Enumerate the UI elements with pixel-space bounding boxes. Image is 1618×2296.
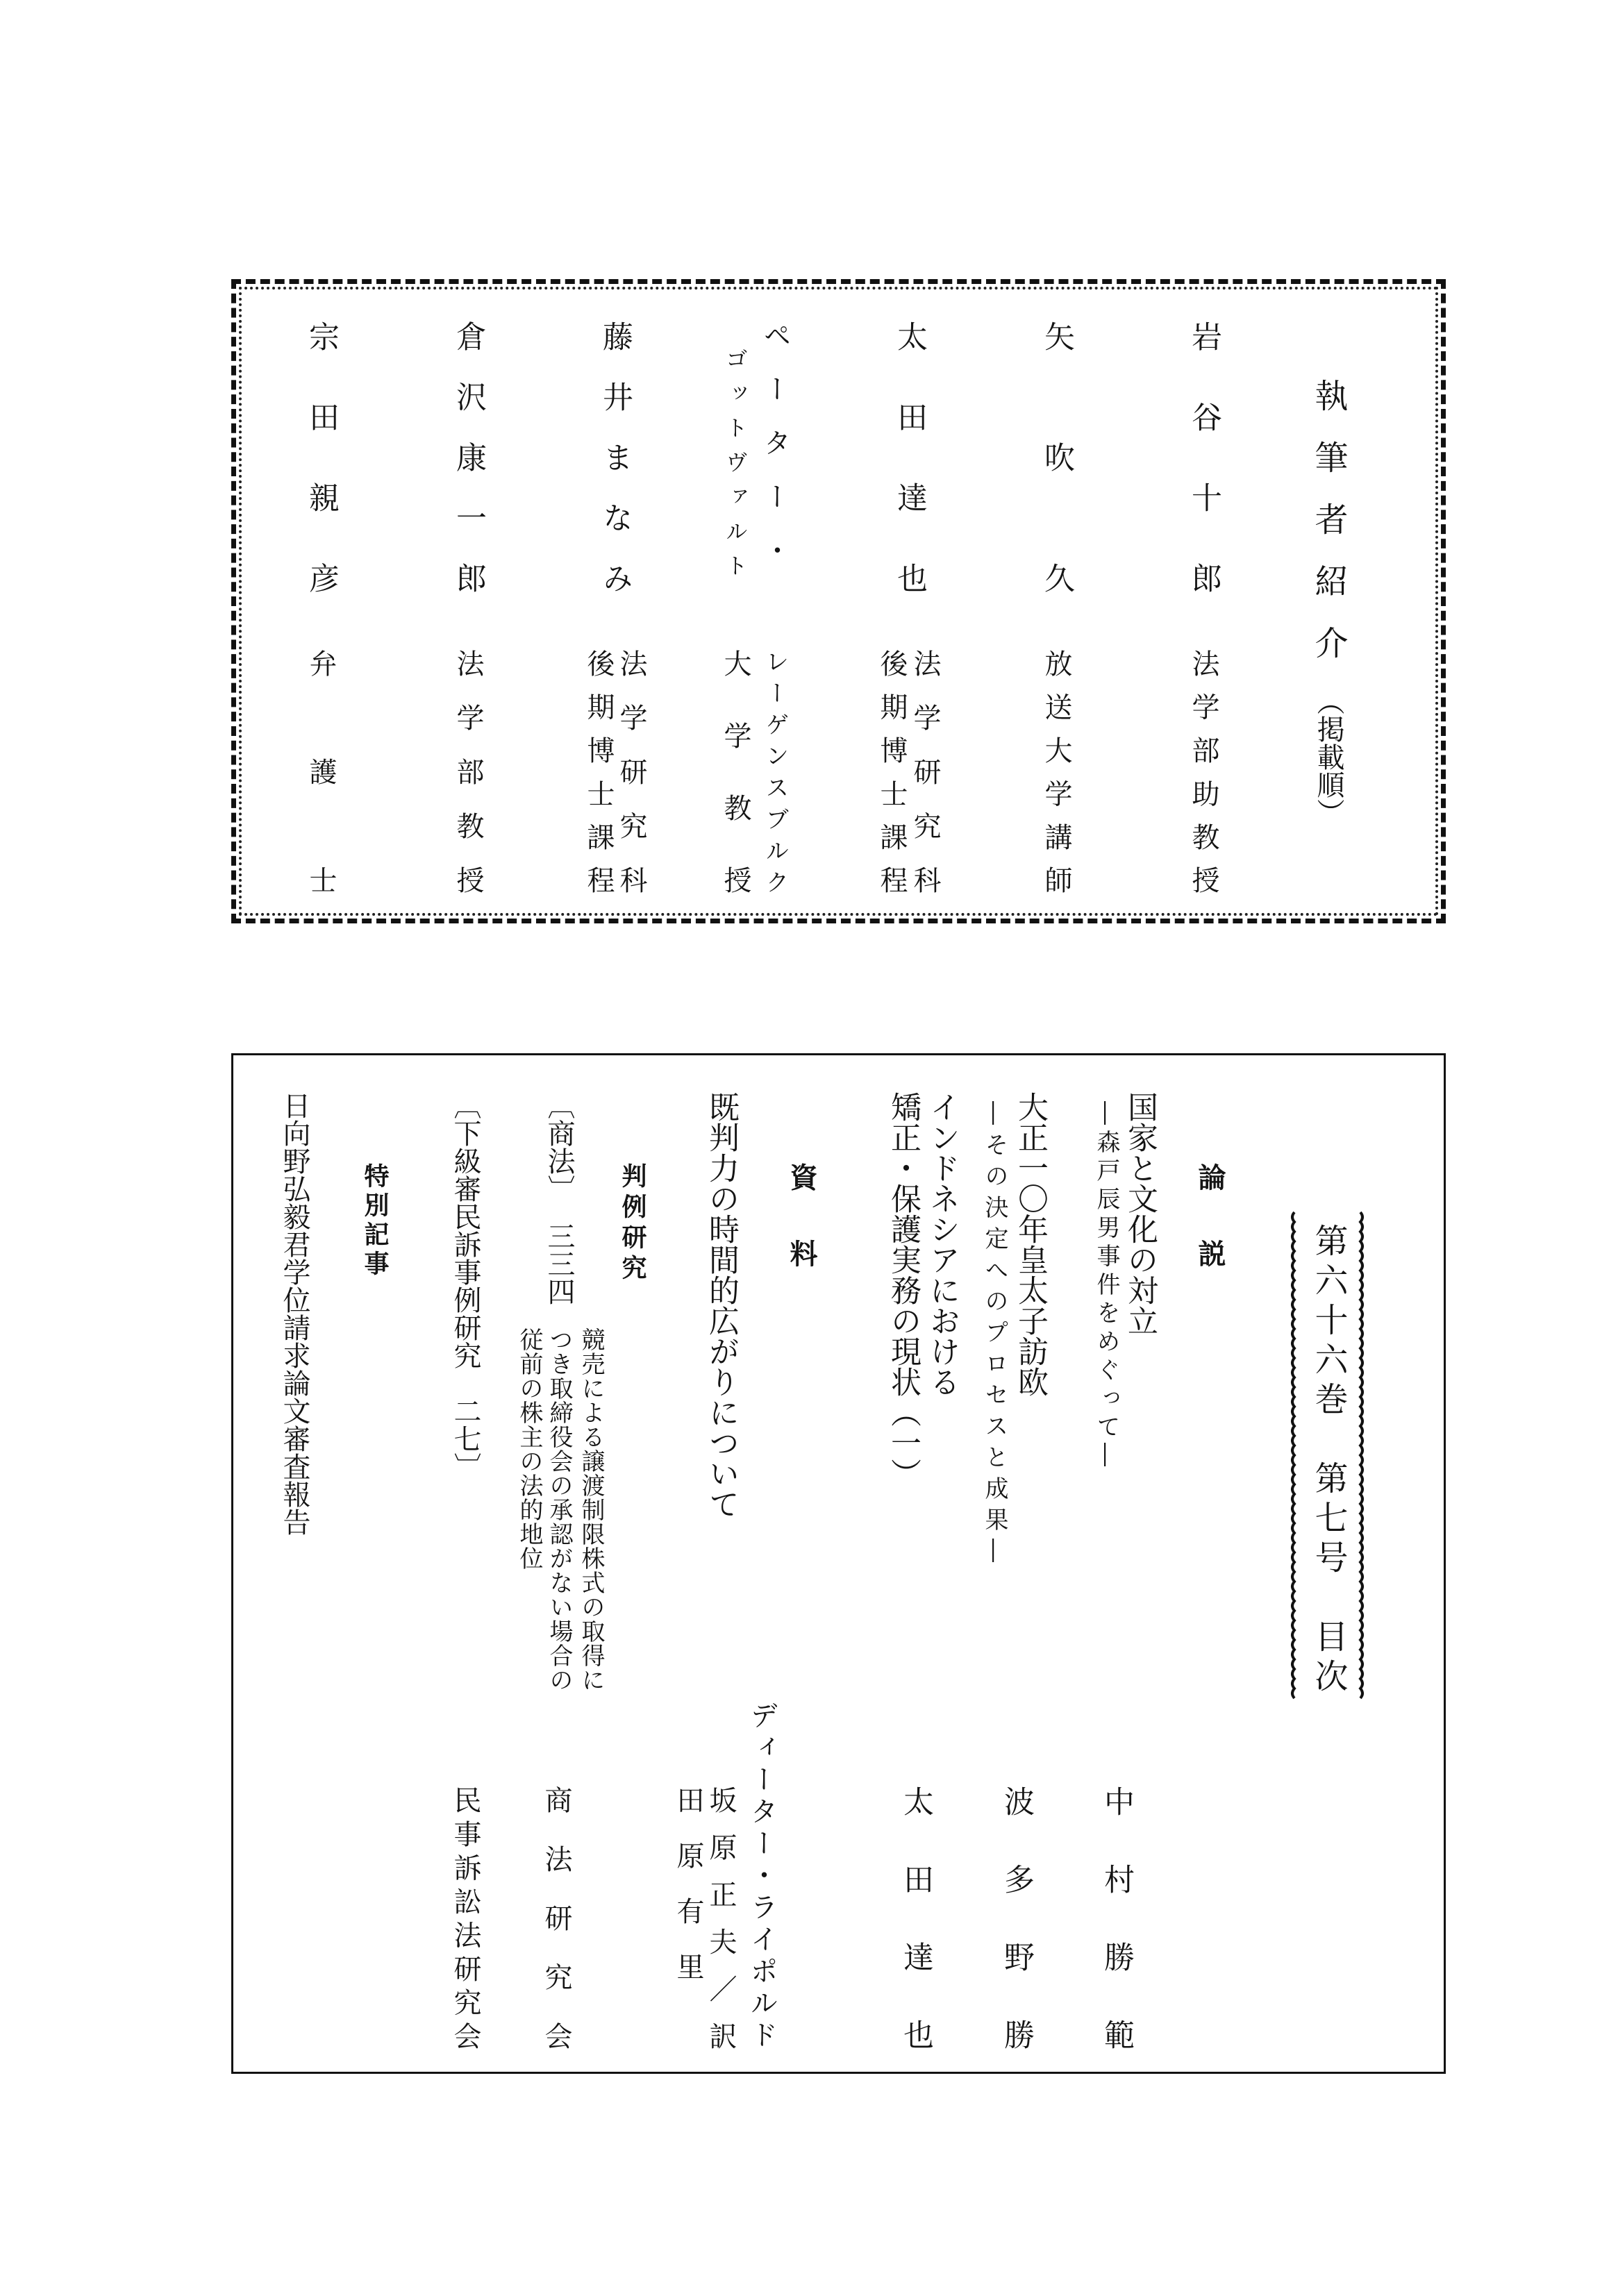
contributor-affiliation: 法学部教授 xyxy=(452,649,484,894)
contributor-affiliation-line1: 法学研究科 xyxy=(909,649,941,894)
toc-entry-author: 波多野勝 xyxy=(999,1786,1034,2050)
toc-entry-title[interactable]: 国家と文化の対立 xyxy=(1122,1091,1158,1336)
contributor-name-line1: ペーター・ xyxy=(759,321,791,564)
toc-entry-title[interactable]: 大正一〇年皇太子訪欧 xyxy=(1012,1091,1048,1397)
toc-entry-author: ディーター・ライポルド xyxy=(746,1701,778,2048)
toc-entry-title-line1[interactable]: 競売による譲渡制限株式の取得に xyxy=(577,1327,605,1692)
contributor-name-line2: ゴットヴァルト xyxy=(722,347,749,576)
contributor-name: 宗田親彦 xyxy=(303,321,339,593)
contributors-title-text: 執筆者紹介 xyxy=(1309,378,1348,687)
toc-frame xyxy=(231,1053,1446,2074)
section-heading-tokubetsu: 特別記事 xyxy=(360,1163,390,1280)
toc-entry-author: 太田達也 xyxy=(898,1786,933,2050)
contributor-affiliation-line1: レーゲンスブルク xyxy=(761,649,789,894)
toc-entry-author: 民事訴訟法研究会 xyxy=(449,1786,481,2050)
contributors-frame-inner xyxy=(239,287,1438,916)
toc-title: 第六十六巻 第七号 目次 xyxy=(1309,1223,1348,1698)
contributors-title-note: （掲載順） xyxy=(1312,687,1344,826)
wavy-line-right xyxy=(1360,1212,1362,1698)
section-heading-shiryo: 資料 xyxy=(785,1163,818,1316)
toc-entry-title-line2[interactable]: 矯正・保護実務の現状（一） xyxy=(885,1091,921,1489)
contributor-affiliation: 法学部助教授 xyxy=(1187,649,1219,894)
contributor-name: 太田達也 xyxy=(892,321,927,593)
wavy-line-left xyxy=(1292,1212,1294,1698)
toc-entry-translator: 坂原正夫／訳 xyxy=(705,1786,737,2050)
toc-entry-title[interactable]: 日向野弘毅君学位請求論文審査報告 xyxy=(278,1091,310,1536)
contributor-name: 矢吹久 xyxy=(1039,321,1074,593)
contributor-affiliation-line2: 後期博士課程 xyxy=(876,649,908,894)
toc-entry-title[interactable]: 既判力の時間的広がりについて xyxy=(703,1091,739,1519)
toc-entry-title[interactable]: 〔下級審民訴事例研究 二七〕 xyxy=(449,1091,481,1480)
section-heading-ronsetsu: 論説 xyxy=(1194,1163,1226,1316)
toc-entry-number: 三三四 xyxy=(543,1222,575,1305)
toc-entry-title-line3[interactable]: 従前の株主の法的地位 xyxy=(515,1327,543,1570)
contributor-affiliation-line2: 後期博士課程 xyxy=(583,649,615,894)
contributors-title xyxy=(1309,378,1348,826)
toc-entry-title-line2[interactable]: つき取締役会の承認がない場合の xyxy=(545,1327,573,1692)
toc-entry-author: 中村勝範 xyxy=(1099,1786,1134,2050)
contributor-affiliation-line1: 法学研究科 xyxy=(615,649,647,894)
contributor-affiliation: 弁護士 xyxy=(305,649,337,894)
contributor-affiliation: 放送大学講師 xyxy=(1040,649,1072,894)
contributor-affiliation-line2: 大学教授 xyxy=(719,649,751,894)
toc-entry-subtitle: ―その決定へのプロセスと成果― xyxy=(981,1101,1008,1570)
contributor-name: 藤井まなみ xyxy=(597,321,633,593)
toc-entry-category: 〔商法〕 xyxy=(543,1091,575,1203)
toc-entry-translator: 田原有里 xyxy=(672,1786,704,1980)
toc-entry-author: 商法研究会 xyxy=(540,1786,572,2050)
toc-entry-subtitle: ―森戸辰男事件をめぐって― xyxy=(1092,1101,1120,1471)
toc-entry-title[interactable]: インドネシアにおける xyxy=(924,1091,960,1397)
contributor-name: 倉沢康一郎 xyxy=(451,321,486,593)
section-heading-hanrei: 判例研究 xyxy=(618,1163,647,1285)
contributor-name: 岩谷十郎 xyxy=(1186,321,1221,593)
toc-entry-label[interactable] xyxy=(545,1091,573,1305)
